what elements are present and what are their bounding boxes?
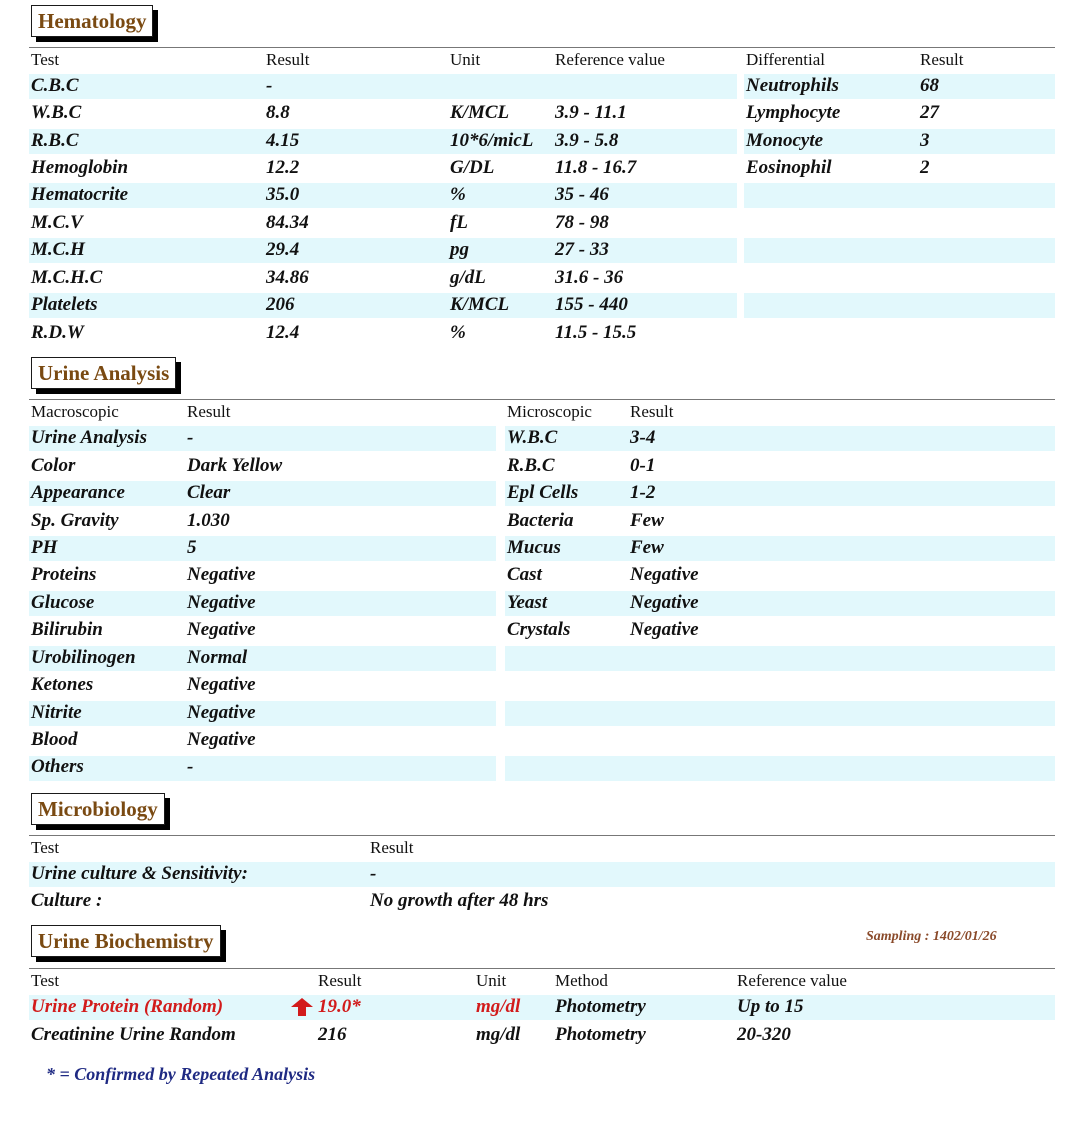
microscopic-name: Cast xyxy=(507,564,542,585)
microscopic-result: Negative xyxy=(630,592,699,613)
test-reference: 78 - 98 xyxy=(555,212,609,233)
row-band xyxy=(505,756,1055,781)
macroscopic-result: Negative xyxy=(187,564,256,585)
test-result: - xyxy=(266,75,273,96)
row-band xyxy=(744,183,1055,208)
differential-name: Monocyte xyxy=(746,130,824,151)
test-reference: 27 - 33 xyxy=(555,239,609,260)
test-reference: Up to 15 xyxy=(737,996,804,1017)
col-header-test: Test xyxy=(31,971,60,990)
test-reference: 20-320 xyxy=(737,1024,791,1045)
test-unit: % xyxy=(450,322,466,343)
microscopic-result: Few xyxy=(630,510,664,531)
macroscopic-result: 5 xyxy=(187,537,197,558)
row-band xyxy=(505,481,1055,506)
microscopic-result: 3-4 xyxy=(630,427,656,448)
test-unit: fL xyxy=(450,212,468,233)
row-band xyxy=(29,701,496,726)
hematology-section-title: Hematology xyxy=(31,5,153,37)
test-result: No growth after 48 hrs xyxy=(370,890,549,911)
col-header-test: Test xyxy=(31,50,60,69)
row-band xyxy=(29,129,737,154)
test-name: Urine Protein (Random) xyxy=(31,996,224,1017)
test-name: R.D.W xyxy=(31,322,84,343)
col-header-unit: Unit xyxy=(450,50,481,69)
macroscopic-result: Clear xyxy=(187,482,231,503)
col-header-microscopic: Microscopic xyxy=(507,402,592,421)
test-result: 84.34 xyxy=(266,212,309,233)
macroscopic-name: Color xyxy=(31,455,76,476)
differential-result: 2 xyxy=(920,157,930,178)
test-result: 12.2 xyxy=(266,157,300,178)
macroscopic-result: Dark Yellow xyxy=(187,455,283,476)
macroscopic-result: Negative xyxy=(187,702,256,723)
high-flag-arrow-icon xyxy=(291,998,313,1016)
macroscopic-result: - xyxy=(187,427,194,448)
test-unit: g/dL xyxy=(450,267,486,288)
test-result: 35.0 xyxy=(266,184,300,205)
test-method: Photometry xyxy=(555,996,646,1017)
test-result: 4.15 xyxy=(266,130,300,151)
test-method: Photometry xyxy=(555,1024,646,1045)
macroscopic-result: Negative xyxy=(187,674,256,695)
test-name: Hemoglobin xyxy=(31,157,129,178)
row-band xyxy=(29,74,737,99)
urine-analysis-section-title: Urine Analysis xyxy=(31,357,176,389)
macroscopic-name: Urine Analysis xyxy=(31,427,147,448)
test-reference: 11.8 - 16.7 xyxy=(555,157,637,178)
divider xyxy=(29,968,1055,969)
test-result: 34.86 xyxy=(266,267,309,288)
test-result: 206 xyxy=(266,294,295,315)
row-band xyxy=(505,426,1055,451)
row-band xyxy=(744,238,1055,263)
test-unit: G/DL xyxy=(450,157,495,178)
divider xyxy=(29,47,1055,48)
test-unit: K/MCL xyxy=(450,294,510,315)
urine-biochemistry-section-title: Urine Biochemistry xyxy=(31,925,221,957)
test-name: Creatinine Urine Random xyxy=(31,1024,236,1045)
test-result: 19.0* xyxy=(318,996,361,1017)
row-band xyxy=(29,591,496,616)
macroscopic-name: Urobilinogen xyxy=(31,647,136,668)
col-header-macro-result: Result xyxy=(187,402,231,421)
test-result: 12.4 xyxy=(266,322,300,343)
macroscopic-name: Bilirubin xyxy=(31,619,103,640)
microscopic-name: Epl Cells xyxy=(507,482,579,503)
test-result: 29.4 xyxy=(266,239,300,260)
microscopic-name: R.B.C xyxy=(507,455,555,476)
macroscopic-name: Sp. Gravity xyxy=(31,510,119,531)
macroscopic-name: Glucose xyxy=(31,592,95,613)
col-header-reference: Reference value xyxy=(555,50,665,69)
microbiology-section-title: Microbiology xyxy=(31,793,165,825)
microscopic-result: Negative xyxy=(630,619,699,640)
microscopic-result: Negative xyxy=(630,564,699,585)
test-name: Urine culture & Sensitivity: xyxy=(31,863,248,884)
macroscopic-name: Blood xyxy=(31,729,78,750)
test-name: W.B.C xyxy=(31,102,82,123)
microscopic-name: Bacteria xyxy=(507,510,574,531)
col-header-unit: Unit xyxy=(476,971,507,990)
test-reference: 155 - 440 xyxy=(555,294,628,315)
test-result: - xyxy=(370,863,377,884)
row-band xyxy=(505,591,1055,616)
col-header-diff-result: Result xyxy=(920,50,964,69)
differential-name: Neutrophils xyxy=(746,75,839,96)
col-header-reference: Reference value xyxy=(737,971,847,990)
test-result: 216 xyxy=(318,1024,347,1045)
divider xyxy=(29,399,1055,400)
differential-name: Lymphocyte xyxy=(746,102,841,123)
footnote: * = Confirmed by Repeated Analysis xyxy=(46,1064,316,1084)
col-header-differential: Differential xyxy=(746,50,825,69)
macroscopic-name: Appearance xyxy=(31,482,125,503)
col-header-result: Result xyxy=(318,971,362,990)
test-unit: % xyxy=(450,184,466,205)
macroscopic-result: - xyxy=(187,756,194,777)
macroscopic-result: Negative xyxy=(187,592,256,613)
test-name: M.C.H.C xyxy=(31,267,103,288)
macroscopic-name: Others xyxy=(31,756,84,777)
test-name: Culture : xyxy=(31,890,103,911)
divider xyxy=(29,835,1055,836)
row-band xyxy=(505,536,1055,561)
sampling-date: Sampling : 1402/01/26 xyxy=(866,929,997,944)
microscopic-name: W.B.C xyxy=(507,427,558,448)
macroscopic-result: Negative xyxy=(187,619,256,640)
test-unit: K/MCL xyxy=(450,102,510,123)
row-band xyxy=(29,293,737,318)
macroscopic-result: Negative xyxy=(187,729,256,750)
microscopic-name: Mucus xyxy=(507,537,561,558)
test-reference: 11.5 - 15.5 xyxy=(555,322,637,343)
macroscopic-result: 1.030 xyxy=(187,510,230,531)
test-name: R.B.C xyxy=(31,130,79,151)
test-result: 8.8 xyxy=(266,102,290,123)
col-header-result: Result xyxy=(266,50,310,69)
test-reference: 3.9 - 11.1 xyxy=(555,102,627,123)
col-header-macroscopic: Macroscopic xyxy=(31,402,119,421)
test-name: C.B.C xyxy=(31,75,79,96)
microscopic-name: Yeast xyxy=(507,592,548,613)
microscopic-result: 1-2 xyxy=(630,482,656,503)
differential-result: 3 xyxy=(920,130,930,151)
macroscopic-name: Proteins xyxy=(31,564,97,585)
test-unit: pg xyxy=(450,239,469,260)
row-band xyxy=(505,646,1055,671)
differential-result: 68 xyxy=(920,75,939,96)
test-name: Platelets xyxy=(31,294,98,315)
col-header-result: Result xyxy=(370,838,414,857)
macroscopic-name: PH xyxy=(31,537,58,558)
microscopic-result: 0-1 xyxy=(630,455,656,476)
test-unit: mg/dl xyxy=(476,1024,521,1045)
col-header-method: Method xyxy=(555,971,608,990)
test-name: Hematocrite xyxy=(31,184,129,205)
test-reference: 3.9 - 5.8 xyxy=(555,130,619,151)
row-band xyxy=(29,238,737,263)
row-band xyxy=(29,756,496,781)
microscopic-name: Crystals xyxy=(507,619,571,640)
differential-result: 27 xyxy=(920,102,939,123)
test-unit: 10*6/micL xyxy=(450,130,534,151)
col-header-micro-result: Result xyxy=(630,402,674,421)
row-band xyxy=(29,536,496,561)
col-header-test: Test xyxy=(31,838,60,857)
macroscopic-name: Nitrite xyxy=(31,702,82,723)
macroscopic-name: Ketones xyxy=(31,674,94,695)
row-band xyxy=(29,183,737,208)
microscopic-result: Few xyxy=(630,537,664,558)
row-band xyxy=(744,293,1055,318)
test-unit: mg/dl xyxy=(476,996,521,1017)
differential-name: Eosinophil xyxy=(746,157,832,178)
macroscopic-result: Normal xyxy=(187,647,248,668)
test-name: M.C.H xyxy=(31,239,85,260)
test-reference: 31.6 - 36 xyxy=(555,267,624,288)
test-name: M.C.V xyxy=(31,212,83,233)
test-reference: 35 - 46 xyxy=(555,184,609,205)
row-band xyxy=(505,701,1055,726)
